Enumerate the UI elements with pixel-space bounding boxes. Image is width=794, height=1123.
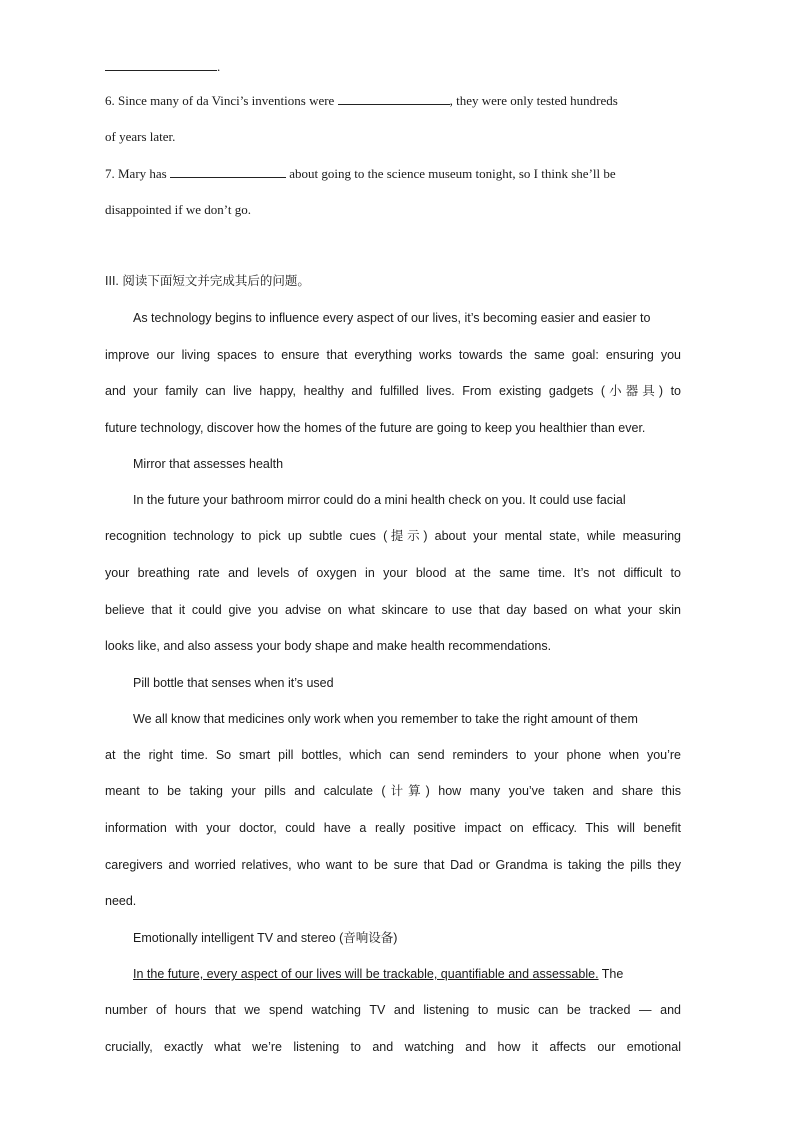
pill-line-4: information with your doctor, could have a really positive impact on efficacy. This will benefit xyxy=(105,821,681,835)
underlined-sentence: In the future, every aspect of our lives will be trackable, quantifiable and assessable. xyxy=(133,967,599,981)
pill-line-6: need. xyxy=(105,894,137,908)
mirror-line-3: your breathing rate and levels of oxygen in your blood at the same time. It’s not difficult to xyxy=(105,566,681,580)
question-5-tail xyxy=(105,58,681,76)
tv-section-title: Emotionally intelligent TV and stereo (音响设备) xyxy=(133,931,398,945)
question-7-text-before: Mary has xyxy=(118,166,167,181)
intro-line-2: improve our living spaces to ensure that everything works towards the same goal: ensuring you xyxy=(105,348,681,362)
mirror-line-5: looks like, and also assess your body shape and make health recommendations. xyxy=(105,639,552,653)
question-6-text-after: , they were only tested hundreds xyxy=(449,93,618,108)
pill-section-title: Pill bottle that senses when it’s used xyxy=(133,676,334,690)
question-5-end: . xyxy=(217,59,221,74)
pill-line-5: caregivers and worried relatives, who want to be sure that Dad or Grandma is taking the pills they xyxy=(105,858,681,872)
tv-line-1-rest: The xyxy=(598,967,624,981)
mirror-section-title: Mirror that assesses health xyxy=(133,457,284,471)
question-7-answer-blank[interactable] xyxy=(170,176,286,178)
question-7-text-after: about going to the science museum tonight, so I think she’ll be xyxy=(289,166,616,181)
question-6-answer-blank[interactable] xyxy=(338,103,450,105)
tv-line-2: number of hours that we spend watching TV and listening to music can be tracked — and xyxy=(105,1003,681,1017)
mirror-line-4: believe that it could give you advise on what skincare to use that day based on what your skin xyxy=(105,603,681,617)
intro-line-4: future technology, discover how the homes of the future are going to keep you healthier than ever. xyxy=(105,421,646,435)
intro-line-1: As technology begins to influence every aspect of our lives, it’s becoming easier and easier to xyxy=(133,311,651,325)
question-6 xyxy=(105,92,681,110)
tv-line-3: crucially, exactly what we’re listening to and watching and how it affects our emotional xyxy=(105,1040,681,1054)
question-7-line-2: disappointed if we don’t go. xyxy=(105,202,251,217)
pill-line-2: at the right time. So smart pill bottles, which can send reminders to your phone when you’re xyxy=(105,748,681,762)
pill-line-1: We all know that medicines only work when you remember to take the right amount of them xyxy=(133,712,638,726)
pill-line-3: meant to be taking your pills and calculate (计算) how many you’ve taken and share this xyxy=(105,784,681,798)
intro-line-3: and your family can live happy, healthy and fulfilled lives. From existing gadgets (小器具) to xyxy=(105,384,681,398)
question-6-text-before: Since many of da Vinci’s inventions were xyxy=(118,93,335,108)
section-3-heading: III. 阅读下面短文并完成其后的问题。 xyxy=(105,274,310,288)
mirror-line-2: recognition technology to pick up subtle cues (提示) about your mental state, while measuring xyxy=(105,529,681,543)
tv-line-1 xyxy=(133,965,681,983)
answer-blank[interactable] xyxy=(105,69,217,71)
mirror-line-1: In the future your bathroom mirror could do a mini health check on you. It could use facial xyxy=(133,493,626,507)
question-7 xyxy=(105,165,681,183)
question-6-line-2: of years later. xyxy=(105,129,176,144)
question-6-number: 6. xyxy=(105,93,115,108)
question-7-number: 7. xyxy=(105,166,115,181)
